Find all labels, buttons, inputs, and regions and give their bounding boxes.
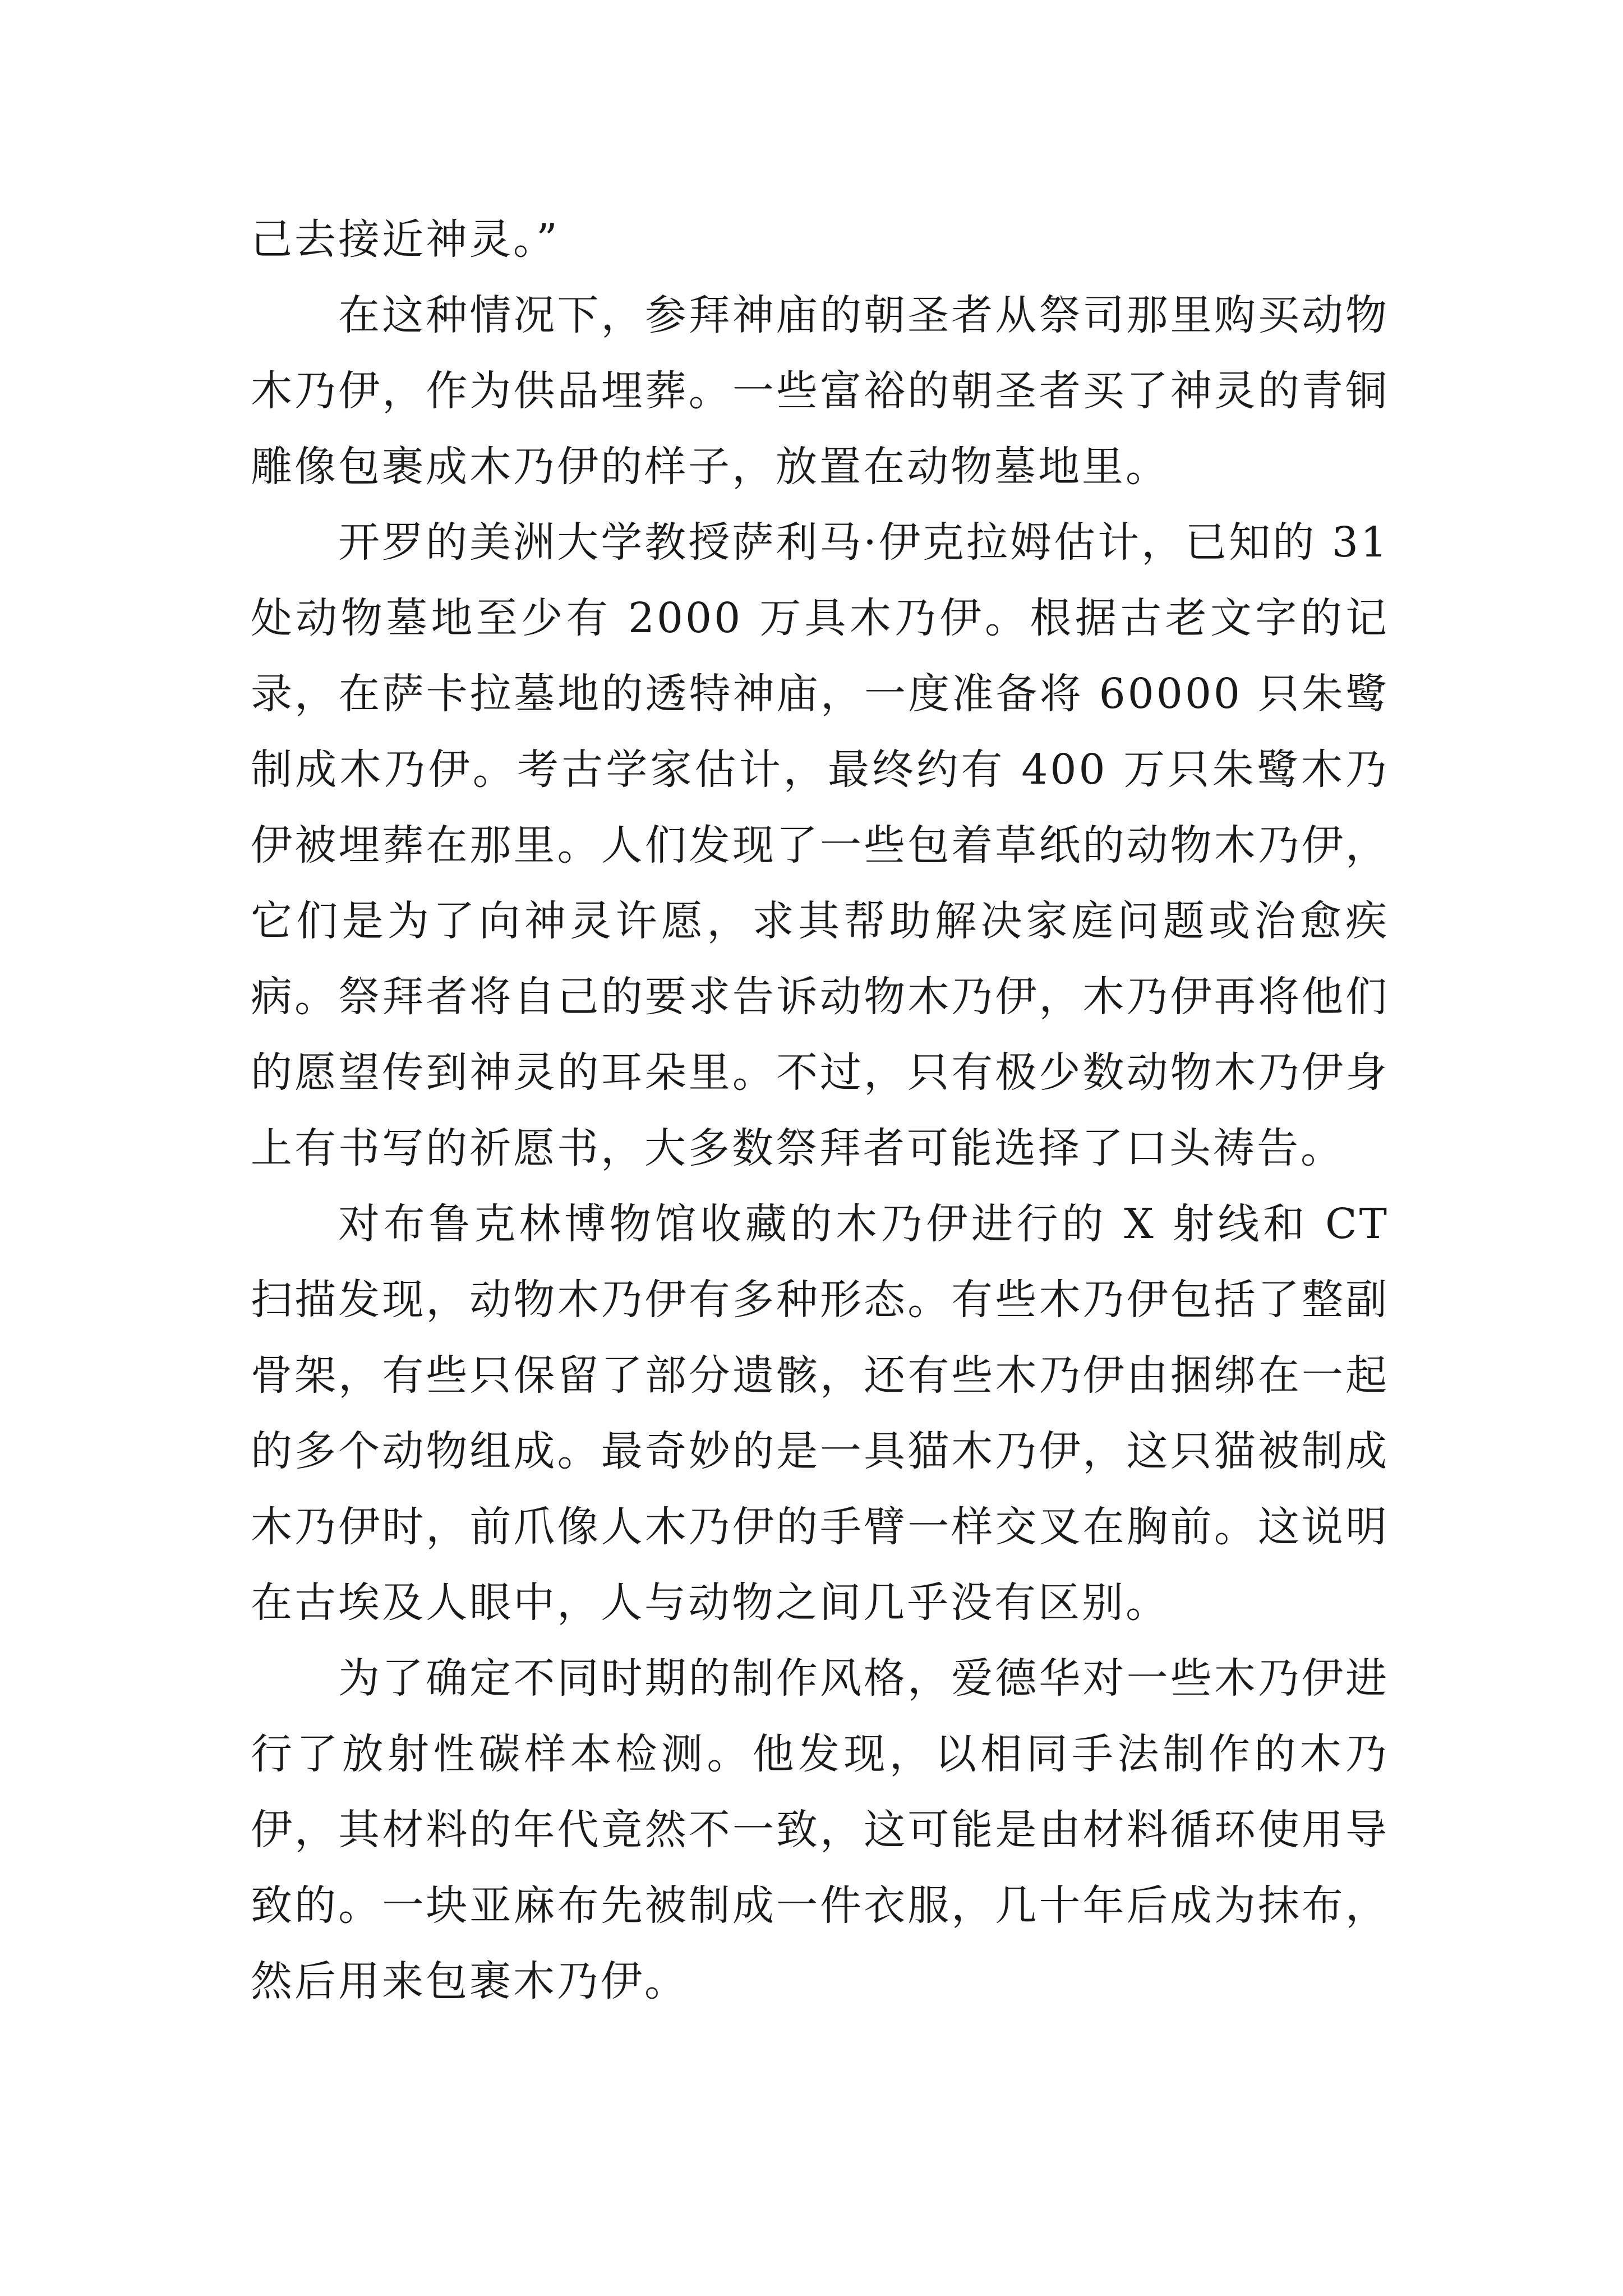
- paragraph-1: 己去接近神灵。”: [251, 215, 560, 264]
- article-body: [251, 202, 1389, 2019]
- paragraph-5: 为了确定不同时期的制作风格，爱德华对一些木乃伊进行了放射性碳样本检测。他发现，以相同手法制作的木乃伊，其材料的年代竟然不一致，这可能是由材料循环使用导致的。一块亚麻布先被制成一件衣服，几十年后成为抹布，然后用来包裹木乃伊。: [251, 1654, 1389, 2005]
- paragraph-3: 开罗的美洲大学教授萨利马·伊克拉姆估计，已知的 31 处动物墓地至少有 2000 万具木乃伊。根据古老文字的记录，在萨卡拉墓地的透特神庙，一度准备将 60000 只朱鹭制成木乃伊。考古学家估计，最终约有 400 万只朱鹭木乃伊被埋葬在那里。人们发现了一些包着草纸的动物木乃伊，它们是为了向神灵许愿，求其帮助解决家庭问题或治愈疾病。祭拜者将自己的要求告诉动物木乃伊，木乃伊再将他们的愿望传到神灵的耳朵里。不过，只有极少数动物木乃伊身上有书写的祈愿书，大多数祭拜者可能选择了口头祷告。: [251, 518, 1389, 1172]
- paragraph-4: 对布鲁克林博物馆收藏的木乃伊进行的 X 射线和 CT 扫描发现，动物木乃伊有多种形态。有些木乃伊包括了整副骨架，有些只保留了部分遗骸，还有些木乃伊由捆绑在一起的多个动物组成。最奇妙的是一具猫木乃伊，这只猫被制成木乃伊时，前爪像人木乃伊的手臂一样交叉在胸前。这说明在古埃及人眼中，人与动物之间几乎没有区别。: [251, 1200, 1389, 1627]
- paragraph-2: 在这种情况下，参拜神庙的朝圣者从祭司那里购买动物木乃伊，作为供品埋葬。一些富裕的朝圣者买了神灵的青铜雕像包裹成木乃伊的样子，放置在动物墓地里。: [251, 291, 1389, 491]
